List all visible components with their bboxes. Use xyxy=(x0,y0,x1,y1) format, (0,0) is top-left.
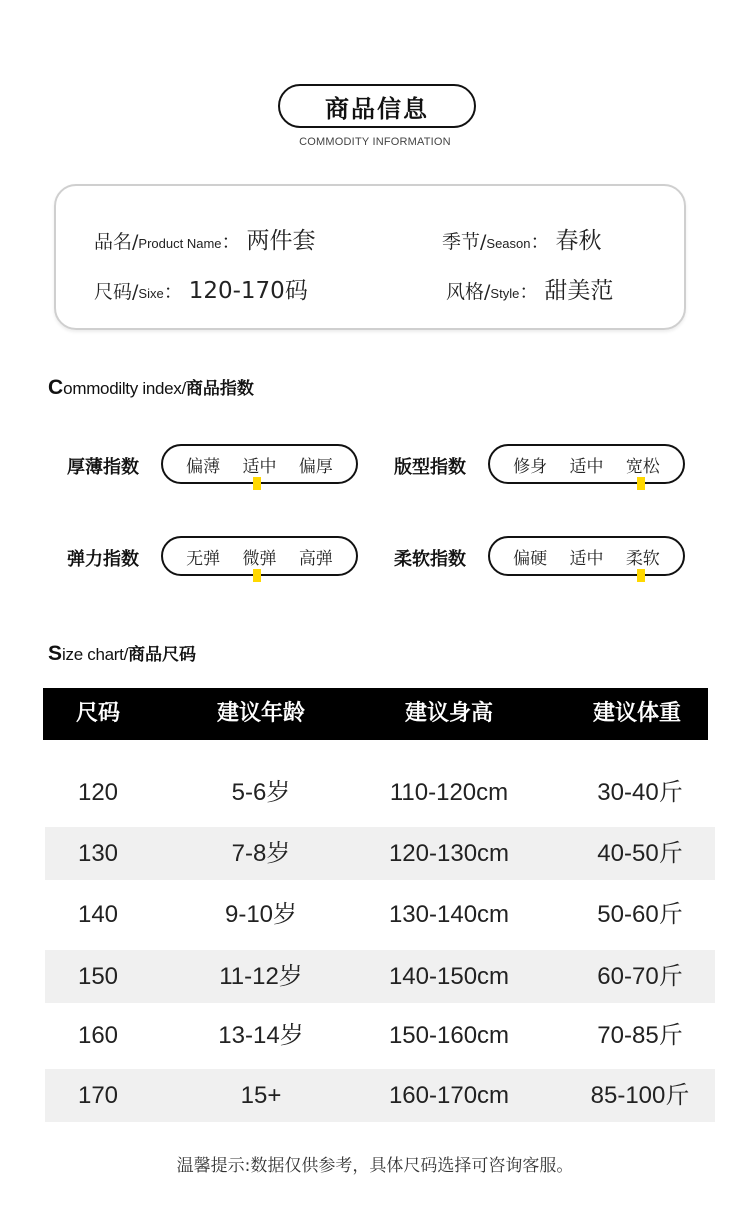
index-option: 偏薄 xyxy=(186,456,221,477)
table-cell: 130 xyxy=(77,840,119,867)
index-section-heading xyxy=(48,374,254,400)
size-heading-zh: 商品尺码 xyxy=(128,645,196,665)
table-cell: 160 xyxy=(77,1022,119,1049)
info-season-label-en: Season xyxy=(486,236,531,251)
size-section-heading xyxy=(48,640,196,666)
index-marker-elasticity xyxy=(253,569,261,582)
size-heading-initial: S xyxy=(48,642,63,665)
info-season-label-zh: 季节/ xyxy=(442,231,487,253)
table-cell: 120 xyxy=(77,779,119,806)
info-size xyxy=(94,272,308,305)
info-style xyxy=(446,272,613,305)
product-info-card xyxy=(54,184,686,330)
table-cell: 40-50斤 xyxy=(597,840,683,867)
table-cell: 170 xyxy=(77,1082,119,1109)
index-label-softness: 柔软指数 xyxy=(394,549,466,570)
table-cell: 110-120cm xyxy=(389,779,509,806)
info-size-label-en: Sixe xyxy=(138,286,164,301)
table-cell: 15+ xyxy=(240,1082,282,1109)
index-label-thickness: 厚薄指数 xyxy=(67,457,139,478)
column-header: 尺码 xyxy=(75,701,121,726)
table-cell: 140 xyxy=(77,901,119,928)
info-name-value: 两件套 xyxy=(246,228,316,254)
index-option: 适中 xyxy=(242,456,277,477)
index-label-elasticity: 弹力指数 xyxy=(67,549,139,570)
table-cell: 60-70斤 xyxy=(597,963,683,990)
index-marker-thickness xyxy=(253,477,261,490)
table-cell: 7-8岁 xyxy=(231,840,291,867)
info-style-label-en: Style xyxy=(490,286,520,301)
info-size-colon: ： xyxy=(163,281,183,303)
table-row xyxy=(45,766,715,819)
table-cell: 13-14岁 xyxy=(218,1022,304,1049)
info-season-colon: ： xyxy=(530,231,550,253)
index-scale-fit xyxy=(488,444,685,484)
table-cell: 85-100斤 xyxy=(590,1082,690,1109)
info-style-value: 甜美范 xyxy=(544,278,614,304)
index-heading-initial: C xyxy=(48,376,64,399)
index-option: 偏厚 xyxy=(298,456,333,477)
table-cell: 11-12岁 xyxy=(219,963,303,990)
index-scale-elasticity xyxy=(161,536,358,576)
page-subtitle: COMMODITY INFORMATION xyxy=(299,136,451,148)
column-header: 建议年龄 xyxy=(216,701,306,726)
tip-footnote: 温馨提示:数据仅供参考，具体尺码选择可咨询客服。 xyxy=(176,1156,574,1176)
table-cell: 150-160cm xyxy=(388,1022,510,1049)
info-name-label-zh: 品名/ xyxy=(94,231,139,253)
table-cell: 130-140cm xyxy=(388,901,510,928)
table-cell: 140-150cm xyxy=(388,963,510,990)
index-option: 宽松 xyxy=(625,456,660,477)
index-label-fit: 版型指数 xyxy=(394,457,466,478)
index-option: 高弹 xyxy=(298,548,333,569)
table-cell: 5-6岁 xyxy=(231,779,291,806)
index-scale-thickness xyxy=(161,444,358,484)
index-heading-en: ommodilty index/ xyxy=(63,379,186,398)
info-style-label-zh: 风格/ xyxy=(446,281,491,303)
info-size-label-zh: 尺码/ xyxy=(94,281,139,303)
index-option: 无弹 xyxy=(186,548,221,569)
table-cell: 120-130cm xyxy=(388,840,510,867)
table-row xyxy=(45,827,715,880)
index-option: 修身 xyxy=(513,456,548,477)
column-header: 建议身高 xyxy=(404,701,494,726)
table-cell: 30-40斤 xyxy=(597,779,683,806)
table-cell: 160-170cm xyxy=(388,1082,510,1109)
index-marker-fit xyxy=(637,477,645,490)
size-heading-en: ize chart/ xyxy=(62,645,128,664)
index-option: 微弹 xyxy=(242,548,277,569)
table-cell: 50-60斤 xyxy=(597,901,683,928)
table-cell: 150 xyxy=(77,963,119,990)
index-option: 适中 xyxy=(569,456,604,477)
page-title: 商品信息 xyxy=(278,84,476,128)
column-header: 建议体重 xyxy=(592,701,682,726)
index-option: 柔软 xyxy=(625,548,660,569)
index-heading-zh: 商品指数 xyxy=(185,379,254,399)
info-season-value: 春秋 xyxy=(555,228,602,254)
info-season xyxy=(442,222,602,255)
table-row xyxy=(45,888,715,941)
index-option: 适中 xyxy=(569,548,604,569)
info-name-label-en: Product Name xyxy=(138,236,222,251)
index-option: 偏硬 xyxy=(513,548,548,569)
info-product-name xyxy=(94,222,316,255)
index-scale-softness xyxy=(488,536,685,576)
table-cell: 70-85斤 xyxy=(597,1022,683,1049)
size-table-header xyxy=(43,688,708,740)
info-style-colon: ： xyxy=(519,281,539,303)
table-row xyxy=(45,1009,715,1062)
info-name-colon: ： xyxy=(221,231,241,253)
table-row xyxy=(45,950,715,1003)
table-row xyxy=(45,1069,715,1122)
index-marker-softness xyxy=(637,569,645,582)
table-cell: 9-10岁 xyxy=(224,901,298,928)
info-size-value: 120-170码 xyxy=(188,278,308,304)
